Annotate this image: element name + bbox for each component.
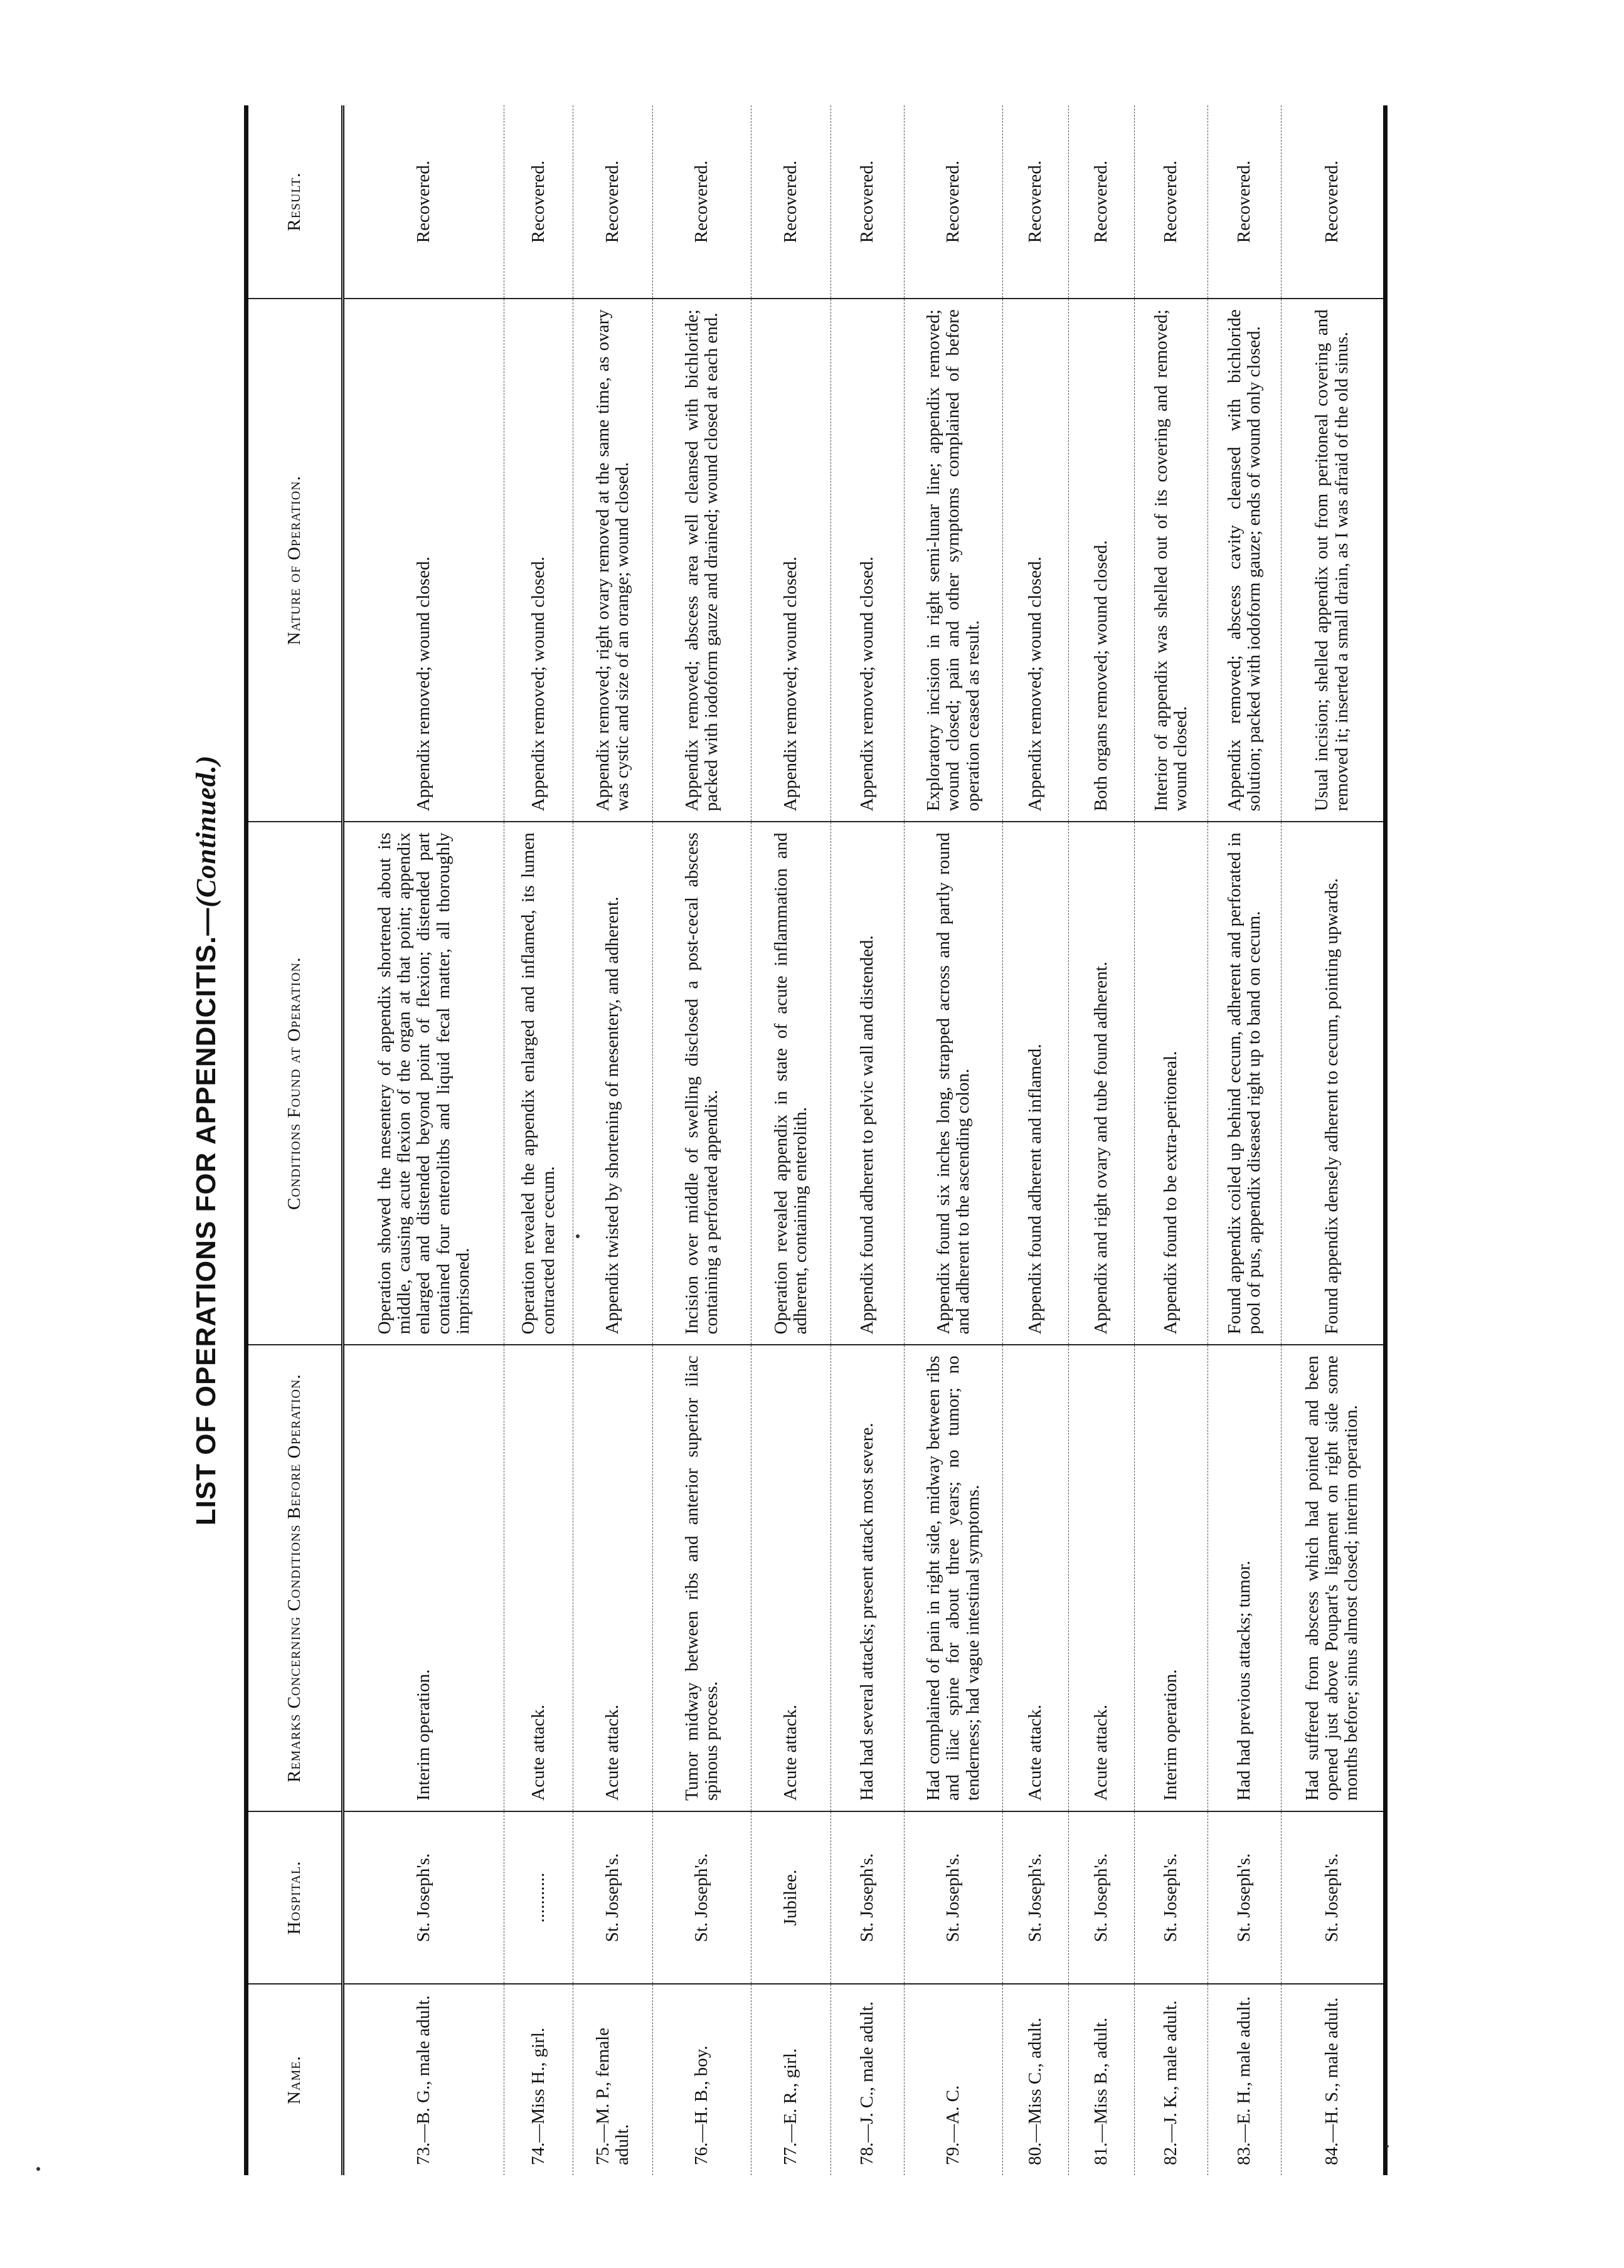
cell-name: 78.—J. C., male adult. <box>831 1984 905 2175</box>
table-row <box>343 105 504 2175</box>
cell-name: 82.—J. K., male adult. <box>1135 1984 1208 2175</box>
cell-result: Recovered. <box>573 105 653 299</box>
table-row <box>504 105 573 2175</box>
table-row <box>1282 105 1383 2175</box>
table-row <box>1069 105 1135 2175</box>
scan-speck <box>36 2167 40 2171</box>
cell-conditions: Operation revealed appendix in state of acute inflammation and adherent, containing enterolith. <box>751 822 831 1345</box>
cell-result: Recovered. <box>1069 105 1135 299</box>
cell-name: 83.—E. H., male adult. <box>1208 1984 1282 2175</box>
header-hospital: Hospital. <box>248 1811 343 1984</box>
cell-result: Recovered. <box>504 105 573 299</box>
title-continued: (Continued.) <box>191 755 221 908</box>
page-title: LIST OF OPERATIONS FOR APPENDICITIS.—(Continued.) <box>191 755 221 1526</box>
cell-name: 75.—M. P., female adult. <box>573 1984 653 2175</box>
cell-nature: Appendix removed; right ovary removed at the same time, as ovary was cystic and size of an orange; wound closed. <box>573 299 653 822</box>
cell-name: 80.—Miss C., adult. <box>1003 1984 1069 2175</box>
cell-hospital: ........... <box>504 1811 573 1984</box>
cell-name: 84.—H. S., male adult. <box>1322 1997 1342 2165</box>
cell-remarks: Had had several attacks; present attack most severe. <box>831 1345 905 1811</box>
scan-speck <box>1386 2145 1389 2148</box>
cell-hospital: St. Joseph's. <box>573 1811 653 1984</box>
cell-result: Recovered. <box>1208 105 1282 299</box>
table-row <box>573 105 653 2175</box>
cell-nature: Exploratory incision in right semi-lunar line; appendix removed; wound closed; pain and other symptoms complained of before operation ceased as result. <box>905 299 1003 822</box>
cell-name: 73.—B. G., male adult. <box>343 1984 504 2175</box>
operations-table <box>248 105 1383 2175</box>
title-text: LIST OF OPERATIONS FOR APPENDICITIS. <box>191 935 221 1526</box>
cell-nature: Appendix removed; wound closed. <box>831 299 905 822</box>
table-row <box>751 105 831 2175</box>
cell-result: Recovered. <box>1282 105 1383 299</box>
header-conditions: Conditions Found at Operation. <box>248 822 343 1345</box>
table-row <box>653 105 751 2175</box>
cell-result: Recovered. <box>751 105 831 299</box>
cell-nature: Interior of appendix was shelled out of its covering and removed; wound closed. <box>1135 299 1208 822</box>
cell-remarks: Interim operation. <box>1135 1345 1208 1811</box>
cell-remarks: Had complained of pain in right side, midway between ribs and iliac spine for about three years; no tumor; no tenderness; had vague intestinal symptoms. <box>905 1345 1003 1811</box>
cell-nature: Appendix removed; wound closed. <box>751 299 831 822</box>
cell-result: Recovered. <box>653 105 751 299</box>
header-row <box>248 105 343 2175</box>
cell-name: 76.—H. B., boy. <box>653 1984 751 2175</box>
cell-conditions: Found appendix coiled up behind cecum, adherent and perforated in pool of pus, appendix diseased right up to band on cecum. <box>1208 822 1282 1345</box>
cell-conditions: Appendix found adherent and inflamed. <box>1003 822 1069 1345</box>
cell-hospital: St. Joseph's. <box>831 1811 905 1984</box>
header-remarks: Remarks Concerning Conditions Before Operation. <box>248 1345 343 1811</box>
cell-conditions: Found appendix densely adherent to cecum, pointing upwards. <box>1282 822 1383 1345</box>
cell-nature: Both organs removed; wound closed. <box>1069 299 1135 822</box>
cell-hospital: St. Joseph's. <box>905 1811 1003 1984</box>
cell-nature: Appendix removed; wound closed. <box>504 299 573 822</box>
cell-conditions: Incision over middle of swelling disclosed a post-cecal abscess containing a perforated appendix. <box>653 822 751 1345</box>
table-row <box>831 105 905 2175</box>
cell-conditions: Appendix found adherent to pelvic wall and distended. <box>831 822 905 1345</box>
cell-hospital: St. Joseph's. <box>343 1811 504 1984</box>
cell-remarks: Acute attack. <box>504 1345 573 1811</box>
cell-hospital: Jubilee. <box>751 1811 831 1984</box>
cell-name: 74.—Miss H., girl. <box>504 1984 573 2175</box>
cell-hospital: St. Joseph's. <box>1003 1811 1069 1984</box>
cell-hospital: St. Joseph's. <box>1069 1811 1135 1984</box>
cell-hospital: St. Joseph's. <box>1282 1811 1383 1984</box>
scan-speck <box>576 1234 580 1238</box>
cell-conditions: Operation revealed the appendix enlarged and inflamed, its lumen contracted near cecum. <box>504 822 573 1345</box>
cell-result: Recovered. <box>831 105 905 299</box>
table-row <box>1135 105 1208 2175</box>
cell-hospital: St. Joseph's. <box>1208 1811 1282 1984</box>
table-container <box>244 105 1388 2175</box>
cell-conditions: Appendix found to be extra-peritoneal. <box>1135 822 1208 1345</box>
cell-remarks: Acute attack. <box>573 1345 653 1811</box>
cell-remarks: Had had previous attacks; tumor. <box>1208 1345 1282 1811</box>
cell-conditions: Operation showed the mesentery of appendix shortened about its middle, causing acute flexion of the organ at that point; appendix enlarged and distended beyond point of flexion; distended part contained four enterolitbs and liquid fecal matter, all thoroughly imprisoned. <box>343 822 504 1345</box>
cell-nature: Usual incision; shelled appendix out from peritoneal covering and removed it; inserted a small drain, as I was afraid of the old sinus. <box>1282 299 1383 822</box>
cell-conditions: Appendix and right ovary and tube found adherent. <box>1069 822 1135 1345</box>
cell-name: 79.—A. C. <box>905 1984 1003 2175</box>
cell-conditions: Appendix found six inches long, strapped across and partly round and adherent to the ascending colon. <box>905 822 1003 1345</box>
cell-nature: Appendix removed; wound closed. <box>343 299 504 822</box>
cell-hospital: St. Joseph's. <box>1135 1811 1208 1984</box>
header-result: Result. <box>248 105 343 299</box>
cell-nature: Appendix removed; abscess area well cleansed with bichloride; packed with iodoform gauze and drained; wound closed at each end. <box>653 299 751 822</box>
cell-remarks: Interim operation. <box>343 1345 504 1811</box>
cell-name: 77.—E. R., girl. <box>751 1984 831 2175</box>
cell-remarks: Acute attack. <box>1003 1345 1069 1811</box>
cell-result: Recovered. <box>1003 105 1069 299</box>
cell-nature: Appendix removed; abscess cavity cleansed with bichloride solution; packed with iodoform gauze; ends of wound only closed. <box>1208 299 1282 822</box>
cell-name: 81.—Miss B., adult. <box>1069 1984 1135 2175</box>
cell-result: Recovered. <box>905 105 1003 299</box>
cell-remarks: Tumor midway between ribs and anterior superior iliac spinous process. <box>653 1345 751 1811</box>
cell-conditions: Appendix twisted by shortening of mesentery, and adherent. <box>573 822 653 1345</box>
cell-remarks: Acute attack. <box>1069 1345 1135 1811</box>
header-name: Name. <box>248 1984 343 2175</box>
cell-result: Recovered. <box>1135 105 1208 299</box>
cell-nature: Appendix removed; wound closed. <box>1003 299 1069 822</box>
rotated-page <box>184 105 1489 2175</box>
header-nature: Nature of Operation. <box>248 299 343 822</box>
cell-remarks: Had suffered from abscess which had pointed and been opened just above Poupart's ligament on right side some months before; sinus almost closed; interim operation. <box>1282 1345 1383 1811</box>
table-row <box>1003 105 1069 2175</box>
cell-hospital: St. Joseph's. <box>653 1811 751 1984</box>
table-row <box>1208 105 1282 2175</box>
table-row <box>905 105 1003 2175</box>
cell-result: Recovered. <box>343 105 504 299</box>
cell-remarks: Acute attack. <box>751 1345 831 1811</box>
